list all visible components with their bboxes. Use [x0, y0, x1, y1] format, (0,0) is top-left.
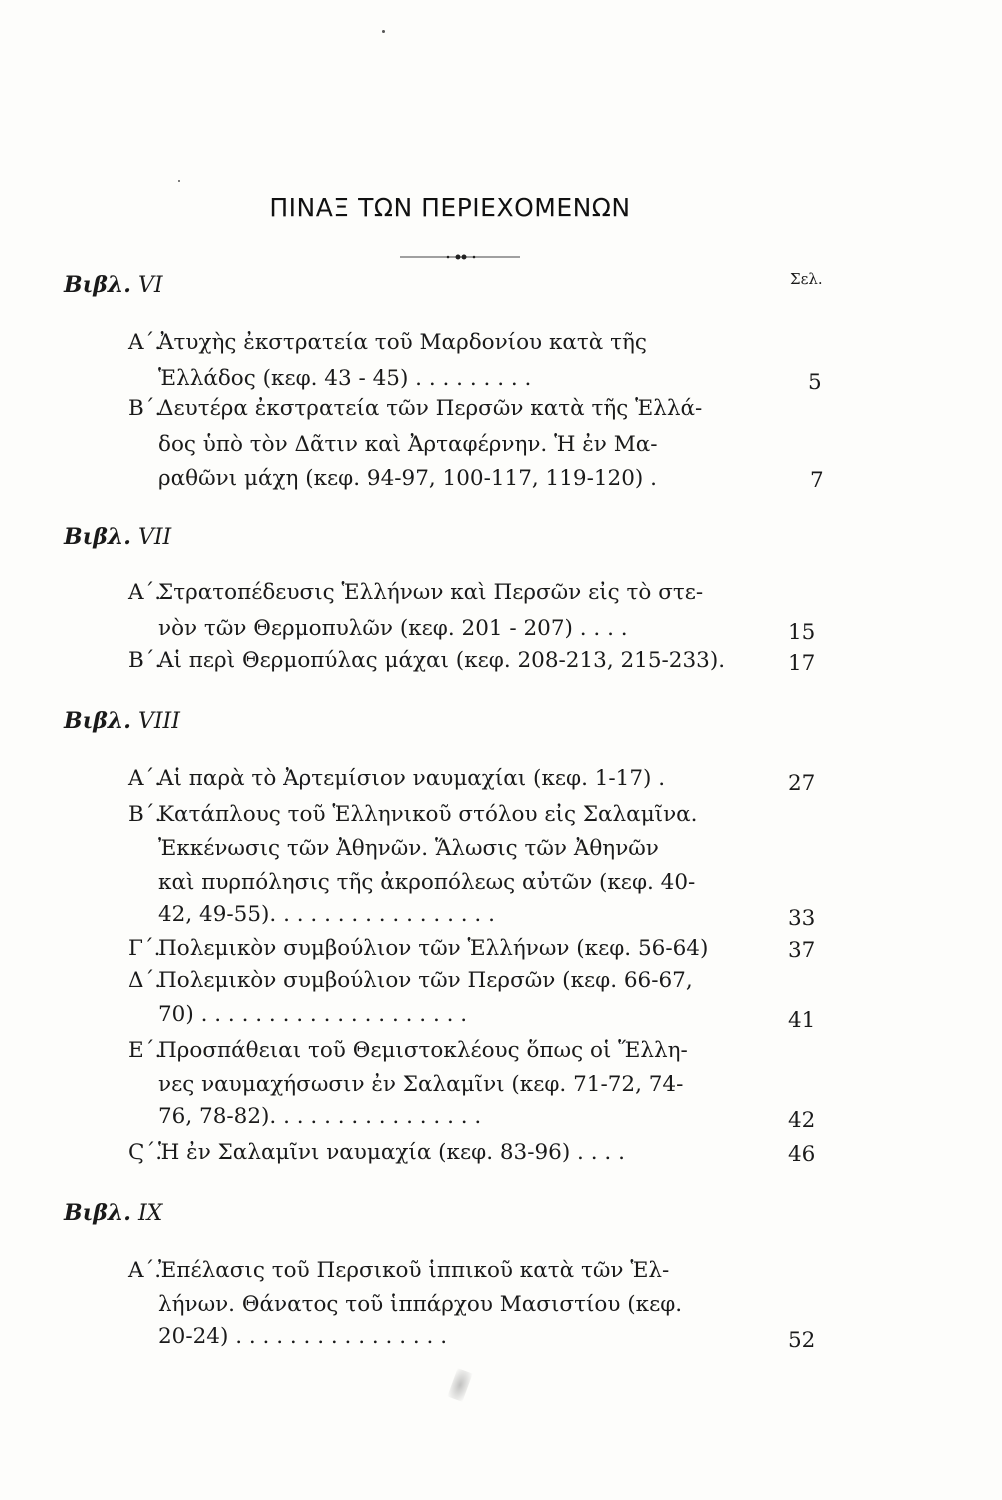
entry-page-number: 7: [810, 468, 824, 493]
entry-letter: Γ΄.: [128, 936, 161, 961]
entry-letter: Α΄.: [128, 330, 162, 355]
entry-line: Πολεμικὸν συμβούλιον τῶν Περσῶν (κεφ. 66-67,: [158, 968, 693, 993]
entry-line: Ἀτυχὴς ἐκστρατεία τοῦ Μαρδονίου κατὰ τῆς: [158, 330, 647, 355]
ink-smudge: [447, 1368, 472, 1402]
entry-line: ραθῶνι μάχη (κεφ. 94-97, 100-117, 119-120) .: [158, 466, 657, 491]
entry-page-number: 33: [788, 906, 816, 931]
paper-speck: [178, 180, 180, 182]
entry-page-number: 42: [788, 1108, 816, 1133]
entry-page-number: 17: [788, 651, 816, 676]
entry-letter: Β΄.: [128, 396, 162, 421]
entry-page-number: 37: [788, 938, 816, 963]
entry-letter: Β΄.: [128, 648, 162, 673]
entry-line: νὸν τῶν Θερμοπυλῶν (κεφ. 201 - 207) . . . .: [158, 616, 628, 641]
entry-line: Ἑλλάδος (κεφ. 43 - 45) . . . . . . . . .: [158, 366, 532, 391]
entry-letter: Ϛ΄.: [128, 1140, 163, 1165]
entry-line: Ἐκκένωσις τῶν Ἀθηνῶν. Ἅλωσις τῶν Ἀθηνῶν: [158, 836, 659, 861]
entry-line: Αἱ παρὰ τὸ Ἀρτεμίσιον ναυμαχίαι (κεφ. 1-17) .: [158, 766, 666, 791]
book-heading-ix: Βιβλ. IX: [64, 1200, 163, 1226]
entry-line: δος ὑπὸ τὸν Δᾶτιν καὶ Ἀρταφέρνην. Ἡ ἐν Μα-: [158, 432, 658, 457]
page-column-label: Σελ.: [790, 270, 823, 288]
entry-line: Στρατοπέδευσις Ἑλλήνων καὶ Περσῶν εἰς τὸ στε-: [158, 580, 704, 605]
entry-line: Πολεμικὸν συμβούλιον τῶν Ἑλλήνων (κεφ. 56-64): [158, 936, 709, 961]
entry-line: Δευτέρα ἐκστρατεία τῶν Περσῶν κατὰ τῆς Ἑλλά-: [158, 396, 703, 421]
paper-speck: [382, 30, 385, 33]
entry-page-number: 15: [788, 620, 816, 645]
entry-page-number: 46: [788, 1142, 816, 1167]
entry-line: Ἡ ἐν Σαλαμῖνι ναυμαχία (κεφ. 83-96) . . . .: [158, 1140, 625, 1165]
entry-line: καὶ πυρπόλησις τῆς ἀκροπόλεως αὐτῶν (κεφ. 40-: [158, 870, 696, 895]
entry-letter: Δ΄.: [128, 968, 162, 993]
entry-line: Κατάπλους τοῦ Ἑλληνικοῦ στόλου εἰς Σαλαμῖνα.: [158, 802, 698, 827]
entry-line: Αἱ περὶ Θερμοπύλας μάχαι (κεφ. 208-213, 215-233).: [158, 648, 726, 673]
book-heading-vii: Βιβλ. VII: [64, 524, 172, 550]
entry-page-number: 41: [788, 1008, 816, 1033]
entry-letter: Α΄.: [128, 1258, 162, 1283]
page-title: ΠΙΝΑΞ ΤΩΝ ΠΕΡΙΕΧΟΜΕΝΩΝ: [269, 193, 631, 222]
entry-page-number: 5: [808, 370, 822, 395]
entry-page-number: 52: [788, 1328, 816, 1353]
entry-line: 42, 49-55). . . . . . . . . . . . . . . . .: [158, 902, 495, 927]
entry-letter: Ε΄.: [128, 1038, 162, 1063]
entry-line: 76, 78-82). . . . . . . . . . . . . . . .: [158, 1104, 482, 1129]
book-heading-vi: Βιβλ. VI: [64, 272, 163, 298]
entry-letter: Α΄.: [128, 766, 162, 791]
entry-line: λήνων. Θάνατος τοῦ ἱππάρχου Μασιστίου (κεφ.: [158, 1292, 683, 1317]
entry-page-number: 27: [788, 771, 816, 796]
title-ornament: [400, 250, 520, 264]
book-heading-viii: Βιβλ. VIII: [64, 708, 180, 734]
entry-letter: Α΄.: [128, 580, 162, 605]
entry-line: 20-24) . . . . . . . . . . . . . . . .: [158, 1324, 448, 1349]
entry-letter: Β΄.: [128, 802, 162, 827]
entry-line: Προσπάθειαι τοῦ Θεμιστοκλέους ὅπως οἱ Ἕλλη-: [158, 1038, 688, 1063]
entry-line: Ἐπέλασις τοῦ Περσικοῦ ἱππικοῦ κατὰ τῶν Ἑλ-: [158, 1258, 670, 1283]
entry-line: 70) . . . . . . . . . . . . . . . . . . . .: [158, 1002, 468, 1027]
entry-line: νες ναυμαχήσωσιν ἐν Σαλαμῖνι (κεφ. 71-72, 74-: [158, 1072, 684, 1097]
